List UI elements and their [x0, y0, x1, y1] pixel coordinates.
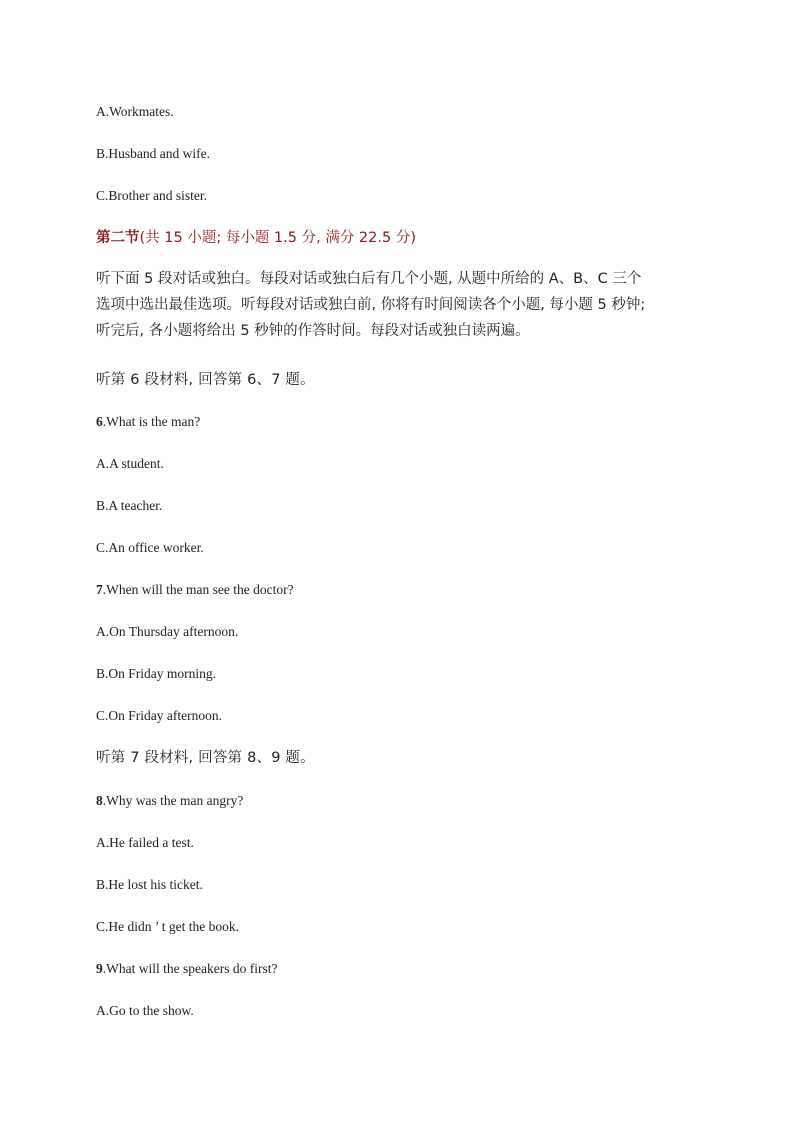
section-detail: (共 15 小题; 每小题 1.5 分, 满分 22.5 分) [139, 230, 416, 246]
q7-option-c: C.On Friday afternoon. [96, 708, 222, 723]
question-9-number: 9 [96, 961, 103, 976]
q7-option-b: B.On Friday morning. [96, 666, 216, 681]
question-9-text: .What will the speakers do first? [102, 961, 278, 976]
q8-option-c: C.He didn ’ t get the book. [96, 919, 239, 934]
question-7-text: .When will the man see the doctor? [102, 582, 294, 597]
material-7-heading: 听第 7 段材料, 回答第 8、9 题。 [96, 750, 315, 766]
q6-option-a: A.A student. [96, 456, 164, 471]
q6-option-c: C.An office worker. [96, 540, 204, 555]
q8-option-a: A.He failed a test. [96, 835, 194, 850]
question-7 [96, 581, 294, 599]
q8-option-b: B.He lost his ticket. [96, 877, 203, 892]
question-6-text: .What is the man? [102, 414, 201, 429]
q5-option-c: C.Brother and sister. [96, 188, 207, 203]
instructions-line-3: 听完后, 各小题将给出 5 秒钟的作答时间。每段对话或独白读两遍。 [96, 323, 530, 339]
section-title: 第二节 [96, 230, 140, 246]
question-7-number: 7 [96, 582, 103, 597]
q5-option-a: A.Workmates. [96, 104, 174, 119]
question-8-number: 8 [96, 793, 103, 808]
question-8-text: .Why was the man angry? [102, 793, 244, 808]
section-heading [96, 229, 416, 247]
q5-option-b: B.Husband and wife. [96, 146, 210, 161]
instructions-paragraph [96, 266, 696, 344]
question-9 [96, 960, 277, 978]
instructions-line-2: 选项中选出最佳选项。听每段对话或独白前, 你将有时间阅读各个小题, 每小题 5 秒钟; [96, 297, 646, 313]
material-6-heading: 听第 6 段材料, 回答第 6、7 题。 [96, 372, 315, 388]
q7-option-a: A.On Thursday afternoon. [96, 624, 239, 639]
question-6-number: 6 [96, 414, 103, 429]
instructions-line-1: 听下面 5 段对话或独白。每段对话或独白后有几个小题, 从题中所给的 A、B、C 三个 [96, 271, 642, 287]
q6-option-b: B.A teacher. [96, 498, 163, 513]
question-6 [96, 413, 200, 431]
q9-option-a: A.Go to the show. [96, 1003, 194, 1018]
question-8 [96, 792, 243, 810]
